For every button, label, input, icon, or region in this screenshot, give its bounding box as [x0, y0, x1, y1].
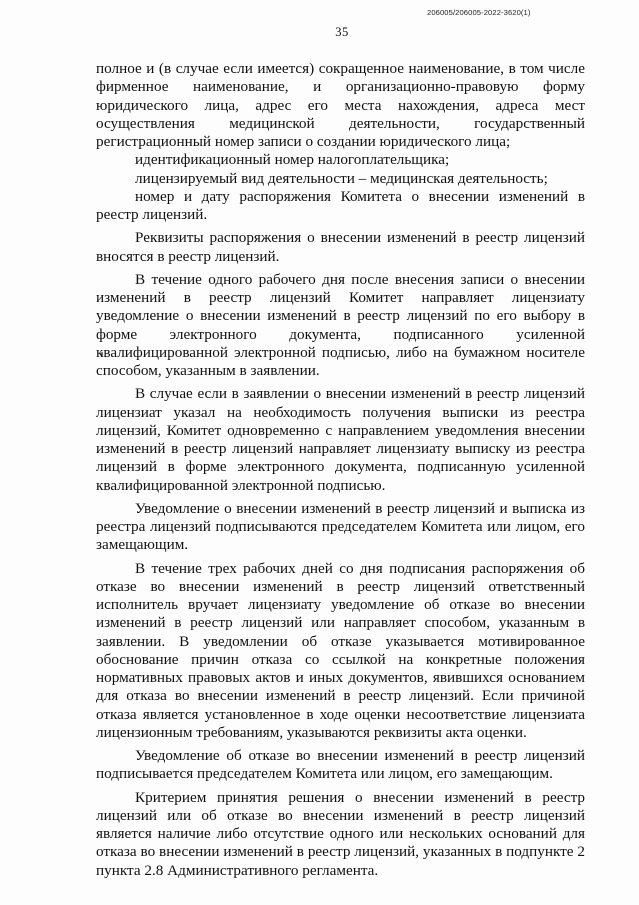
list-item-activity: лицензируемый вид деятельности – медицинская деятельность;: [135, 169, 548, 187]
document-id: 206005/206005-2022-3620(1): [427, 8, 531, 17]
paragraph-extract: В случае если в заявлении о внесении изменений в реестр лицензий лицензиат указал на необходимость получения выписки из реестра лицензий, Комитет одновременно с направлением уведомления внесении изменений в реестр лицензий направляет лицензиату выписку из реестра лицензий в форме электронного документа, подписанную усиленной квалифицированной электронной подписью.: [96, 385, 585, 494]
page-number: 35: [335, 25, 349, 39]
list-item-order: номер и дату распоряжения Комитета о внесении изменений в реестр лицензий.: [96, 187, 585, 223]
paragraph-requisites: Реквизиты распоряжения о внесении изменений в реестр лицензий вносятся в реестр лицензий.: [96, 229, 585, 265]
paragraph-refusal-signing: Уведомление об отказе во внесении изменений в реестр лицензий подписывается председателем Комитета или лицом, его замещающим.: [96, 747, 585, 783]
paragraph-continuation: полное и (в случае если имеется) сокращенное наименование, в том числе фирменное наименование, и организационно-правовую форму юридического лица, адрес его места нахождения, адреса мест осуществления медицинской деятельности, государственный регистрационный номер записи о создании юридического лица;: [96, 60, 585, 150]
paragraph-signing: Уведомление о внесении изменений в реестр лицензий и выписка из реестра лицензий подписываются председателем Комитета или лицом, его замещающим.: [96, 499, 585, 554]
paragraph-criterion: Критерием принятия решения о внесении изменений в реестр лицензий или об отказе во внесении изменений в реестр лицензий является наличие либо отсутствие одного или нескольких оснований для отказа во внесении изменений в реестр лицензий, указанных в подпункте 2 пункта 2.8 Административного регламента.: [96, 788, 585, 879]
list-item-inn: идентификационный номер налогоплательщика;: [135, 151, 450, 169]
paragraph-notification: В течение одного рабочего дня после внесения записи о внесении изменений в реестр лицензий Комитет направляет лицензиату уведомление о внесении изменений в реестр лицензий по его выбору в форме электронного документа, подписанного усиленной квалифицированной электронной подписью, либо на бумажном носителе способом, указанным в заявлении.: [96, 270, 585, 379]
document-body: [96, 60, 585, 880]
paragraph-refusal: В течение трех рабочих дней со дня подписания распоряжения об отказе во внесении изменений в реестр лицензий ответственный исполнитель вручает лицензиату уведомление об отказе во внесении изменений в реестр лицензий или направляет способом, указанным в заявлении. В уведомлении об отказе указывается мотивированное обоснование причин отказа со ссылкой на конкретные положения нормативных правовых актов и иных документов, явившихся основанием для отказа во внесении изменений в реестр лицензий. Если причиной отказа является установленное в ходе оценки несоответствие лицензиата лицензионным требованиям, указываются реквизиты акта оценки.: [96, 559, 585, 741]
